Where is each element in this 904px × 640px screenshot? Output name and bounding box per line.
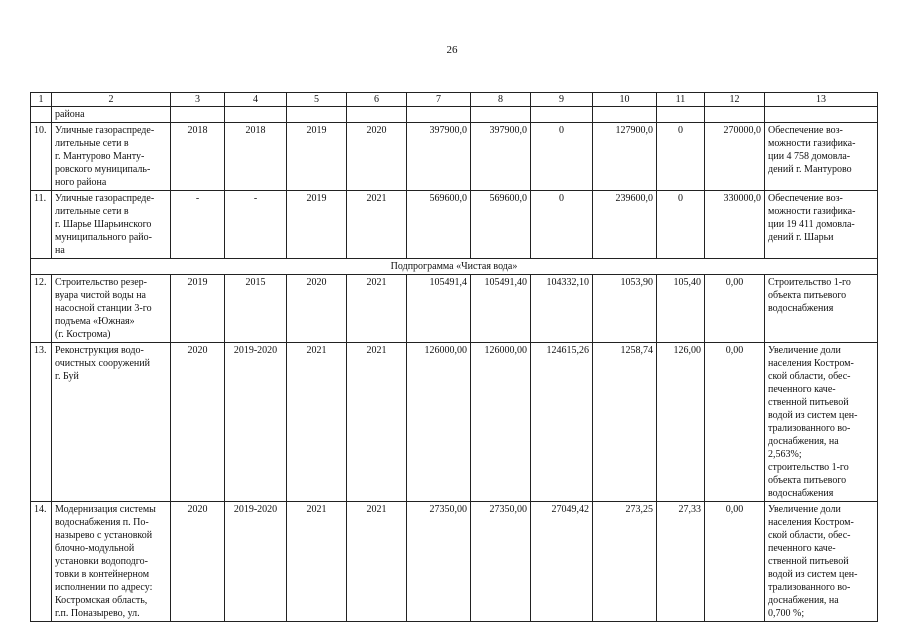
header-cell: 10 [593,93,657,107]
object-name: Модернизация системы водоснабжения п. По- назырево с установкой блочно-модульной установки водоподго- товки в контейнерном исполнении по адресу: Костромская область, г.п. Поназырево, ул. [52,502,171,622]
cell-value: - [225,191,287,259]
header-cell: 9 [531,93,593,107]
cell-value: 127900,0 [593,123,657,191]
header-cell: 5 [287,93,347,107]
cell-value: 104332,10 [531,275,593,343]
cell-value: 2021 [347,343,407,502]
header-cell: 6 [347,93,407,107]
cell-value: 1053,90 [593,275,657,343]
cell-value: 27350,00 [471,502,531,622]
cell-value: - [171,191,225,259]
cell-value: 2019-2020 [225,502,287,622]
cell-value: 2021 [347,502,407,622]
object-name: Реконструкция водо- очистных сооружений г. Буй [52,343,171,502]
cell-value: 397900,0 [407,123,471,191]
cell-value: 2020 [171,343,225,502]
cell-value: 0 [657,191,705,259]
cell-value: 2021 [347,275,407,343]
table-row [31,275,878,343]
cell-value: 0,00 [705,275,765,343]
header-cell: 8 [471,93,531,107]
cell-value: 27350,00 [407,502,471,622]
cell-value: 569600,0 [407,191,471,259]
cell-value: 126000,00 [407,343,471,502]
cell-value: 2020 [347,123,407,191]
row-number: 12. [31,275,52,343]
table-row [31,502,878,622]
cell-value: 2019 [287,123,347,191]
cell-value: 2019 [287,191,347,259]
cell-value: 2021 [287,502,347,622]
cell-value: 27,33 [657,502,705,622]
header-cell: 1 [31,93,52,107]
cell-value: 0 [531,123,593,191]
header-cell: 2 [52,93,171,107]
row-number: 14. [31,502,52,622]
object-name: Уличные газораспреде- лительные сети в г. Шарье Шарьинского муниципального райо- на [52,191,171,259]
object-name: Уличные газораспреде- лительные сети в г. Мантурово Манту- ровского муниципаль- ного района [52,123,171,191]
expected-result: Увеличение доли населения Костром- ской области, обес- печенного каче- ственной питьевой водой из систем цен- трализованного во- доснабжения, на 0,700 %; [765,502,878,622]
header-cell: 11 [657,93,705,107]
header-cell: 3 [171,93,225,107]
cell-value: 270000,0 [705,123,765,191]
cell-value: 105491,40 [471,275,531,343]
carry-over-name: района [52,107,171,123]
cell-value: 0,00 [705,343,765,502]
header-cell: 12 [705,93,765,107]
cell-value: 2019 [171,275,225,343]
subprogram-title: Подпрограмма «Чистая вода» [31,259,878,275]
cell-value: 1258,74 [593,343,657,502]
cell-value: 2021 [347,191,407,259]
object-name: Строительство резер- вуара чистой воды на насосной станции 3-го подъема «Южная» (г. Кострома) [52,275,171,343]
row-number: 10. [31,123,52,191]
expected-result: Строительство 1-го объекта питьевого водоснабжения [765,275,878,343]
cell-value: 2020 [171,502,225,622]
table-row [31,343,878,502]
header-cell: 7 [407,93,471,107]
cell-value: 2015 [225,275,287,343]
cell-value: 124615,26 [531,343,593,502]
cell-value: 2018 [171,123,225,191]
cell-value: 330000,0 [705,191,765,259]
cell-value: 0 [531,191,593,259]
cell-value: 2020 [287,275,347,343]
cell-value: 0,00 [705,502,765,622]
row-number: 13. [31,343,52,502]
header-cell: 13 [765,93,878,107]
cell-value: 0 [657,123,705,191]
cell-value: 239600,0 [593,191,657,259]
subprogram-row [31,259,878,275]
cell-value: 569600,0 [471,191,531,259]
cell-value: 2021 [287,343,347,502]
table-row [31,191,878,259]
investment-table [30,92,878,622]
header-row [31,93,878,107]
header-cell: 4 [225,93,287,107]
cell-value: 105,40 [657,275,705,343]
cell-value: 273,25 [593,502,657,622]
expected-result: Обеспечение воз- можности газифика- ции 4 758 домовла- дений г. Мантурово [765,123,878,191]
expected-result: Увеличение доли населения Костром- ской области, обес- печенного каче- ственной питьевой водой из систем цен- трализованного во- доснабжения, на 2,563%; строительство 1-го объекта питьевого водоснабжения [765,343,878,502]
row-number: 11. [31,191,52,259]
cell-value: 397900,0 [471,123,531,191]
cell-value: 2018 [225,123,287,191]
cell-value: 126000,00 [471,343,531,502]
cell-value: 27049,42 [531,502,593,622]
carry-over-row [31,107,878,123]
expected-result: Обеспечение воз- можности газифика- ции 19 411 домовла- дений г. Шарьи [765,191,878,259]
cell-value: 105491,4 [407,275,471,343]
cell-value: 2019-2020 [225,343,287,502]
page-number: 26 [446,44,458,56]
table-row [31,123,878,191]
cell-value: 126,00 [657,343,705,502]
